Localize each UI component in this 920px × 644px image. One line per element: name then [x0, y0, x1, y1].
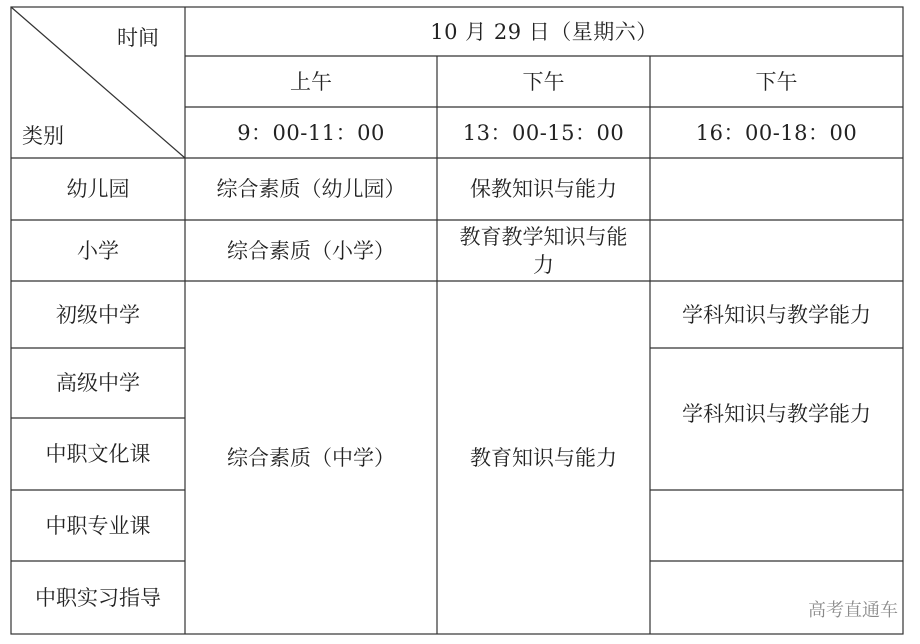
session-afternoon: 下午 [522, 69, 565, 94]
session-morning: 上午 [290, 69, 332, 94]
corner-category-label: 类别 [22, 124, 64, 148]
senior-voc-late-subject: 学科知识与教学能力 [682, 402, 871, 426]
session-late-afternoon: 下午 [755, 69, 798, 94]
junior-late-subject: 学科知识与教学能力 [682, 302, 871, 327]
row-label-kindergarten: 幼儿园 [66, 177, 130, 201]
primary-afternoon-subject: 教育教学知识与能力 [459, 224, 628, 277]
row-label-junior: 初级中学 [56, 302, 140, 327]
middle-afternoon-subject: 教育知识与能力 [470, 445, 617, 470]
primary-morning-subject: 综合素质（小学） [227, 238, 395, 263]
time-morning: 9：00-11：00 [237, 120, 385, 145]
corner-time-label: 时间 [117, 26, 159, 50]
kindergarten-afternoon-subject: 保教知识与能力 [470, 177, 617, 201]
date-header: 10 月 29 日（星期六） [430, 19, 658, 44]
time-late-afternoon: 16：00-18：00 [695, 120, 858, 145]
row-label-voc-culture: 中职文化课 [45, 442, 151, 466]
row-label-voc-major: 中职专业课 [45, 513, 151, 538]
kindergarten-morning-subject: 综合素质（幼儿园） [216, 177, 406, 201]
watermark-text: 高考直通车 [808, 600, 898, 621]
time-afternoon: 13：00-15：00 [462, 120, 625, 145]
row-label-primary: 小学 [77, 238, 119, 263]
row-label-senior: 高级中学 [56, 371, 140, 395]
row-label-voc-intern: 中职实习指导 [35, 585, 161, 610]
middle-morning-subject: 综合素质（中学） [227, 445, 395, 470]
